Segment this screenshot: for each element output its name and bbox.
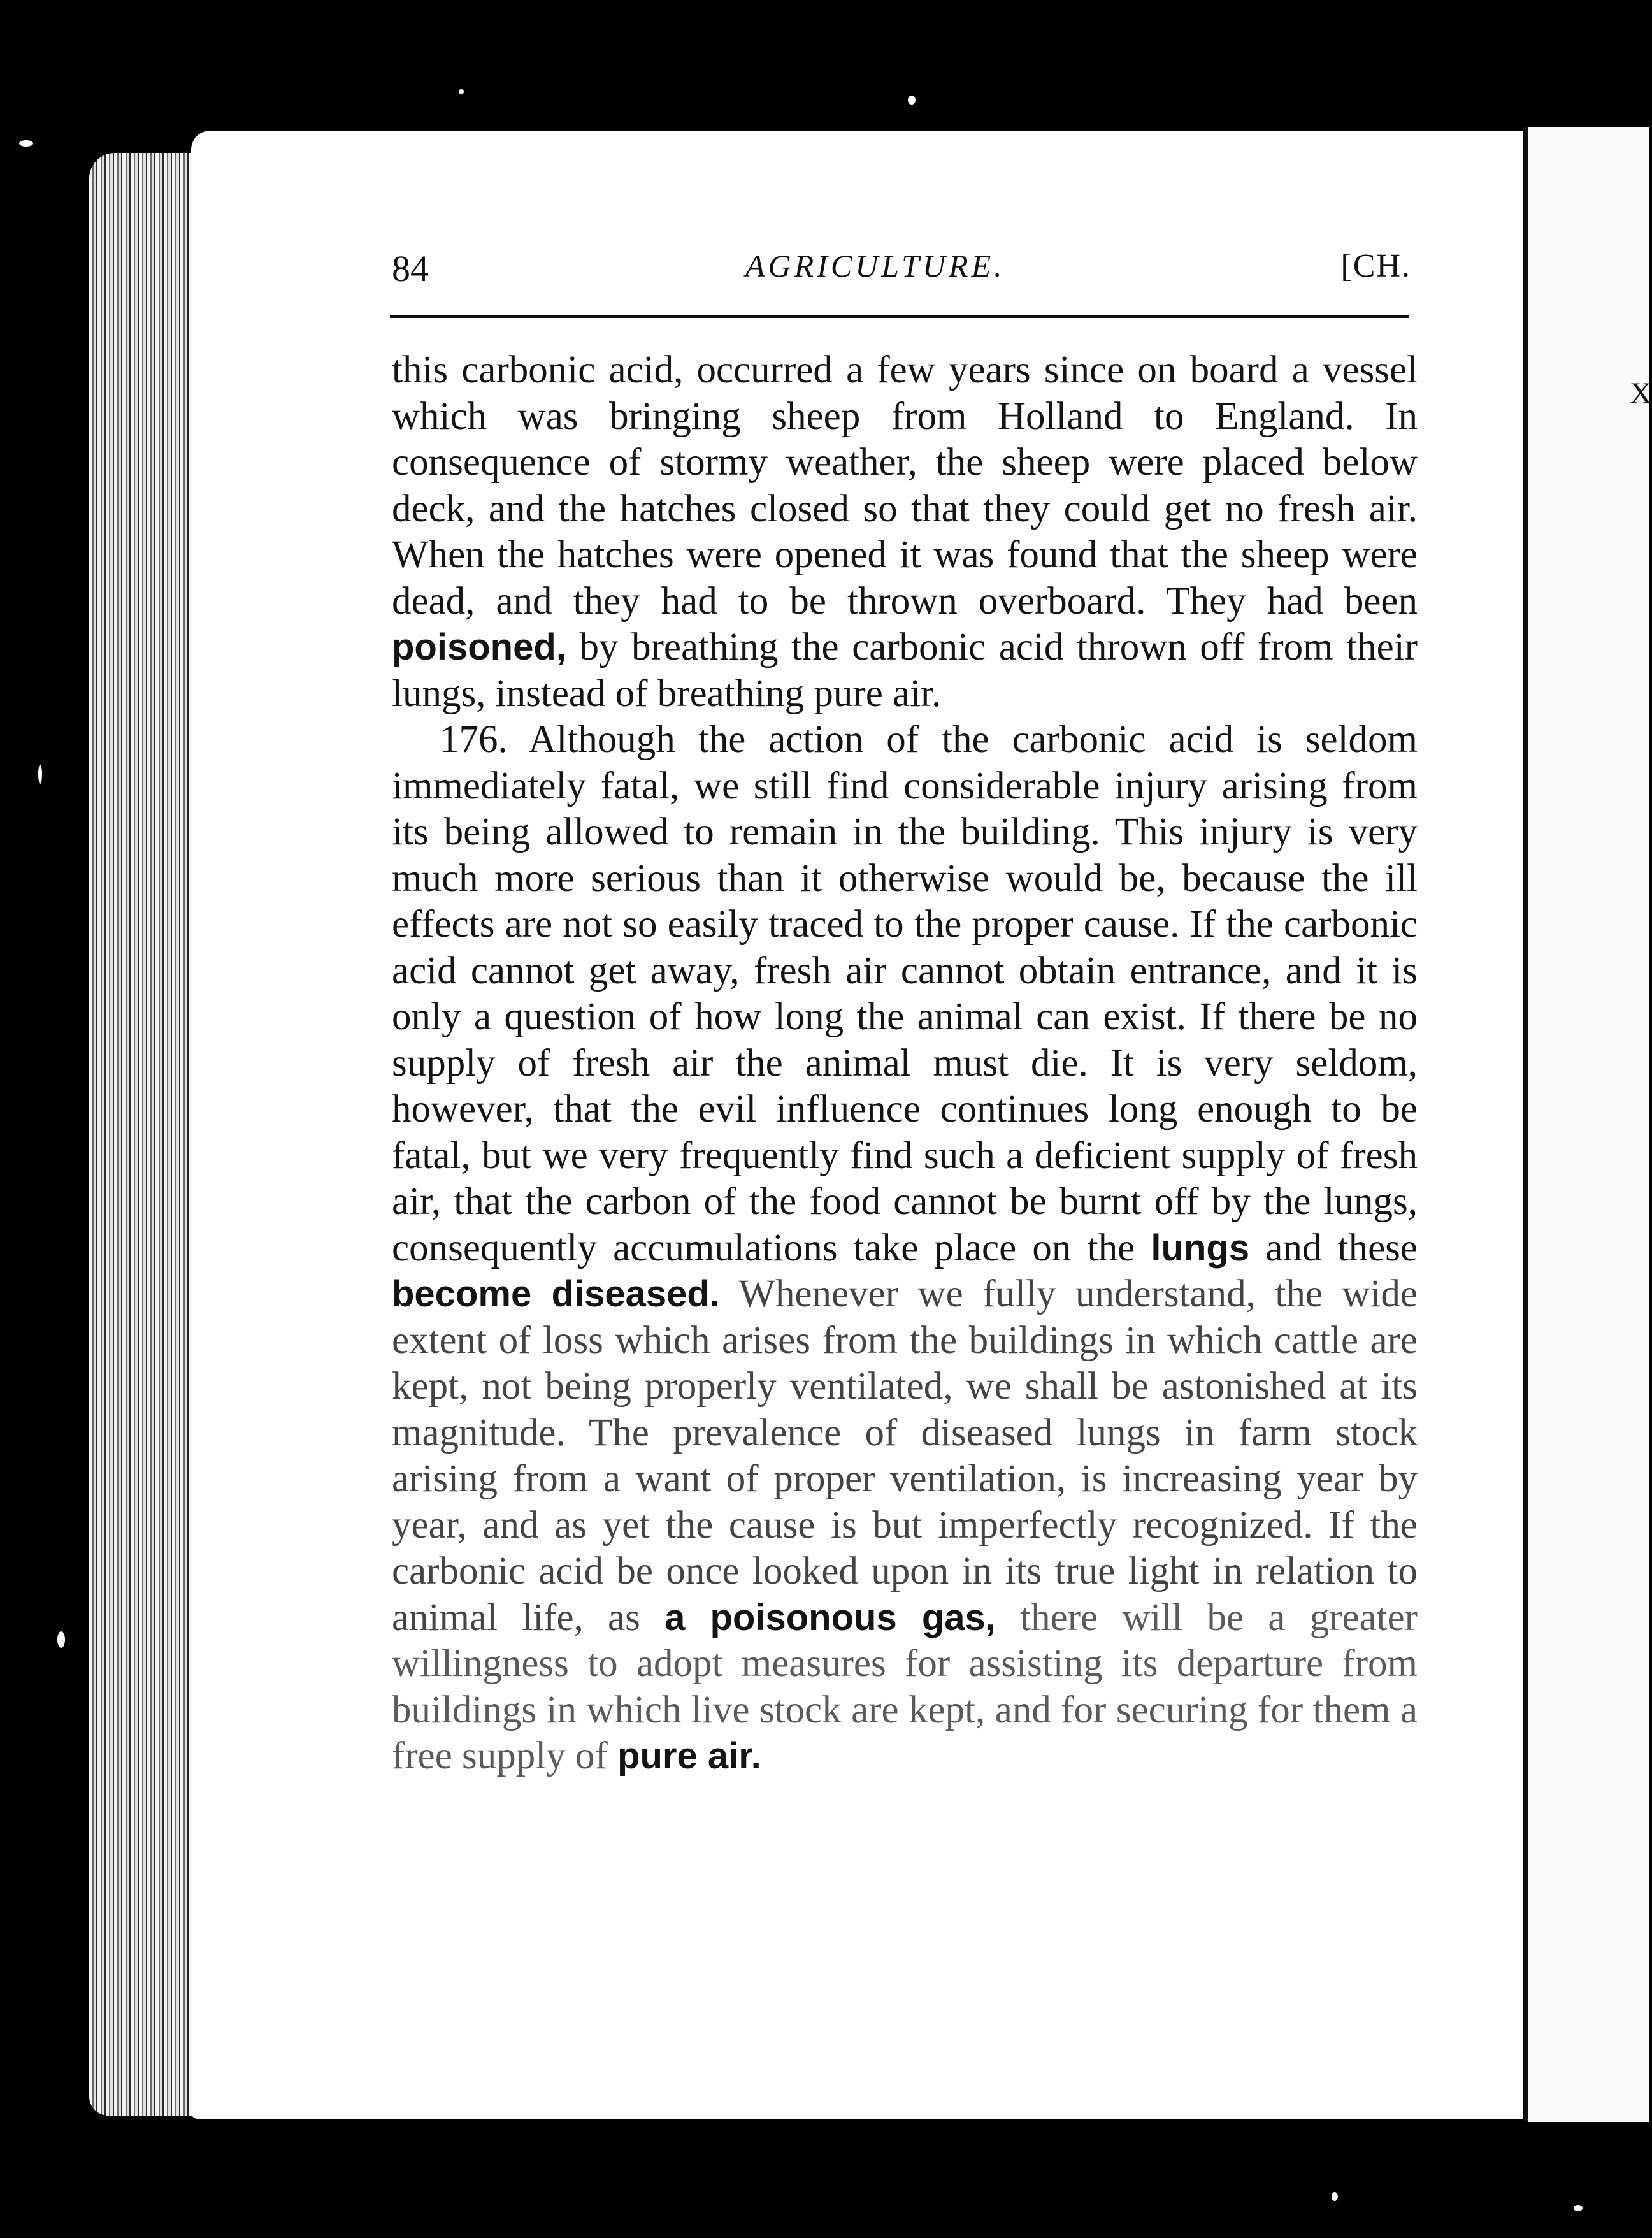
header-rule bbox=[390, 315, 1409, 318]
paragraph-continued bbox=[392, 347, 1418, 717]
text-run: this carbonic acid, occurred a few years since on board a vessel which was bringing sheep from Holland to England. In consequence of stormy weather, the sheep were placed below deck, and the hatches closed so that they could get no fresh air. When the hatches were opened it was found that the sheep were dead, and they had to be thrown overboard. They had been bbox=[392, 349, 1418, 623]
scan-speck bbox=[1574, 2205, 1583, 2211]
scan-speck bbox=[57, 1631, 65, 1648]
bold-term: lungs bbox=[1151, 1227, 1250, 1269]
facing-page-header-fragment: X bbox=[1630, 377, 1652, 410]
chapter-reference: [CH. bbox=[1340, 248, 1411, 284]
running-title: AGRICULTURE. bbox=[745, 248, 1005, 284]
text-run: 176. Although the action of the carbonic acid is seldom immediately fatal, we still find considerable injury arising from its being allowed to remain in the building. This injury is very much more serious than it otherwise would be, because the ill effects are not so easily traced to the proper cause. If the carbonic acid cannot get away, fresh air cannot obtain entrance, and it is only a question of how long the animal can exist. If there be no supply of fresh air the animal must die. It is very seldom, however, that the evil influence continues long enough to be fatal, but we very frequently find such a deficient supply of fresh air, that the carbon of the food cannot be burnt off by the lungs, consequently accumulations take place on the bbox=[392, 718, 1418, 1269]
scan-speck bbox=[1332, 2192, 1338, 2201]
text-run: and these bbox=[1249, 1226, 1418, 1269]
scan-speck bbox=[38, 765, 42, 784]
scan-speck bbox=[908, 96, 916, 105]
facing-page-sliver bbox=[1524, 127, 1652, 2122]
bold-term: pure air. bbox=[617, 1735, 761, 1777]
page-block-edge bbox=[89, 153, 204, 2116]
page-number: 84 bbox=[392, 248, 429, 289]
bold-term: a poisonous gas, bbox=[664, 1596, 996, 1638]
text-run: Whenever we fully understand, the wide extent of loss which arises from the buildings in which cattle are kept, not being properly ventilated, we shall be astonished at its magnitude. The prevalence of diseased lungs in farm stock arising from a want of proper ventilation, is increasing year by year, and as yet the cause is but imperfectly recognized. If the carbonic acid be once looked upon in its true light in relation to animal life, as bbox=[392, 1273, 1418, 1639]
text-run: there will be a greater willingness to adopt measures for assisting its departure from buildings in which live stock are kept, and for securing for them a free supply of bbox=[392, 1596, 1418, 1777]
paragraph-176 bbox=[392, 717, 1418, 1780]
scan-speck bbox=[19, 140, 33, 147]
bold-term: become diseased. bbox=[392, 1273, 720, 1315]
running-header bbox=[392, 247, 1411, 298]
body-text bbox=[392, 347, 1418, 1780]
scan-speck bbox=[459, 89, 464, 94]
text-run: by breathing the carbonic acid thrown off from their lungs, instead of breathing pure air. bbox=[392, 626, 1418, 715]
bold-term: poisoned, bbox=[392, 626, 566, 668]
